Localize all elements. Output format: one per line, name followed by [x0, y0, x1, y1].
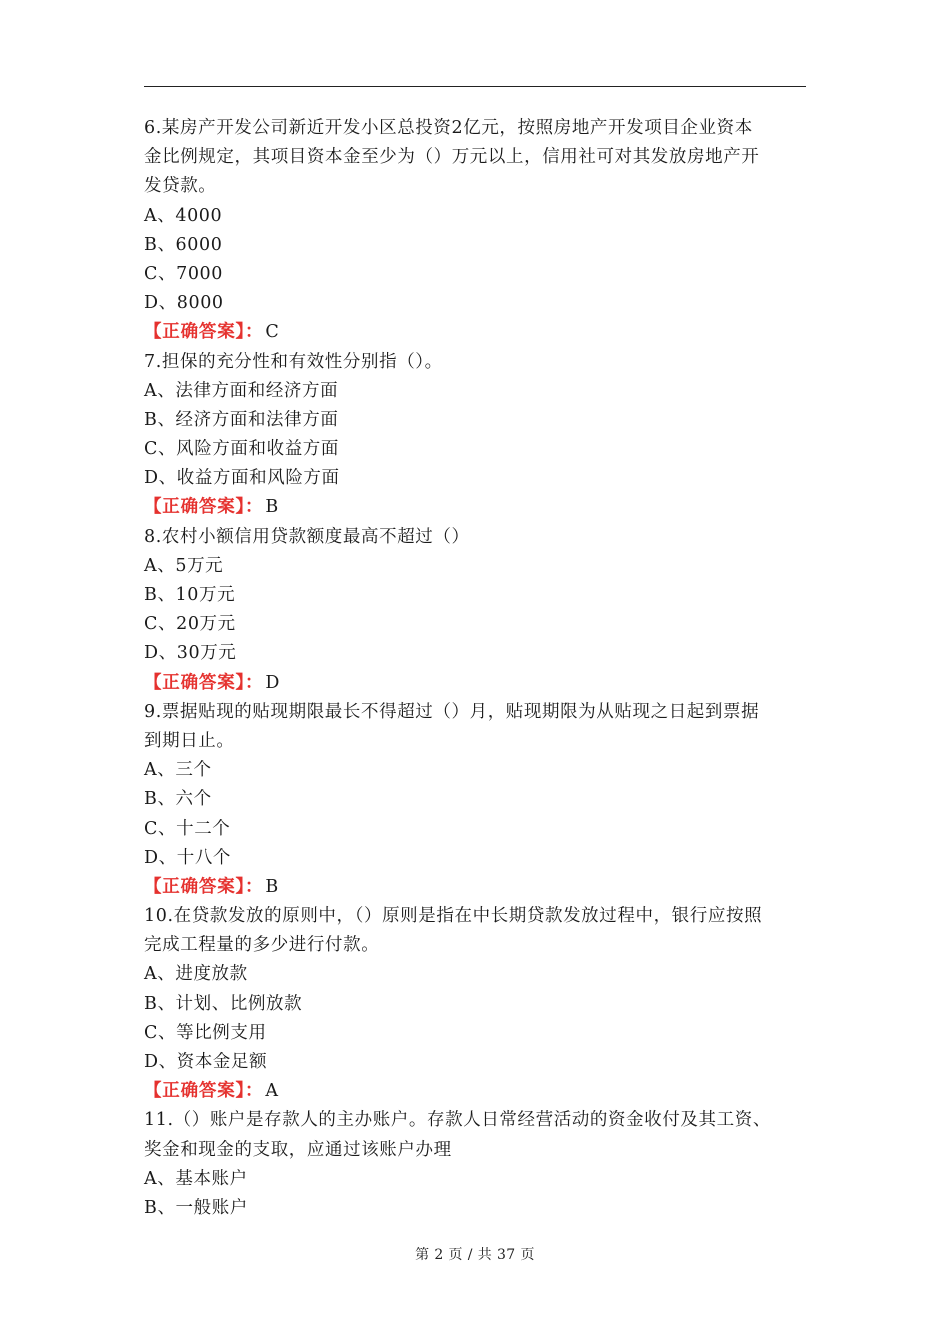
answer-value: B	[265, 497, 279, 518]
question-stem-line: 11.（）账户是存款人的主办账户。存款人日常经营活动的资金收付及其工资、	[144, 1110, 771, 1131]
option-d: D、8000	[144, 293, 224, 314]
answer-value: B	[265, 876, 279, 897]
option-d: D、资本金足额	[144, 1052, 268, 1072]
question-10	[144, 902, 810, 1106]
question-stem-line: 6.某房产开发公司新近开发小区总投资2亿元，按照房地产开发项目企业资本	[144, 118, 753, 138]
answer-tag: 【正确答案】：	[144, 672, 264, 693]
answer-tag: 【正确答案】：	[144, 876, 264, 897]
question-stem-line: 发贷款。	[144, 176, 217, 197]
option-c: C、等比例支用	[144, 1022, 267, 1043]
option-d: D、十八个	[144, 847, 232, 868]
question-stem-line: 金比例规定，其项目资本金至少为（）万元以上，信用社可对其发放房地产开	[144, 147, 760, 168]
question-9	[144, 698, 810, 902]
question-8	[144, 523, 810, 698]
answer-line	[144, 1077, 810, 1106]
answer-tag: 【正确答案】：	[144, 1081, 264, 1102]
page-footer: 第 2 页 / 共 37 页	[415, 1247, 535, 1263]
option-b: B、一般账户	[144, 1197, 248, 1218]
answer-line	[144, 318, 810, 347]
option-b: B、6000	[144, 234, 223, 255]
option-b: B、六个	[144, 789, 212, 810]
option-d: D、30万元	[144, 643, 237, 664]
option-c: C、7000	[144, 263, 224, 284]
option-b: B、经济方面和法律方面	[144, 409, 339, 430]
answer-tag: 【正确答案】：	[144, 322, 264, 343]
answer-value: A	[265, 1081, 279, 1102]
option-b: B、10万元	[144, 585, 236, 605]
option-c: C、风险方面和收益方面	[144, 439, 339, 460]
option-a: A、4000	[144, 205, 223, 226]
question-stem-line: 奖金和现金的支取，应通过该账户办理	[144, 1139, 452, 1160]
question-7	[144, 348, 810, 523]
option-a: A、5万元	[144, 555, 224, 576]
option-a: A、三个	[144, 760, 212, 781]
option-c: C、20万元	[144, 614, 236, 635]
question-11	[144, 1106, 810, 1223]
header-rule	[144, 86, 806, 87]
question-stem-line: 到期日止。	[144, 730, 235, 751]
answer-line	[144, 873, 810, 902]
question-stem-line: 10.在贷款发放的原则中，（）原则是指在中长期贷款发放过程中，银行应按照	[144, 906, 763, 927]
question-stem-line: 7.担保的充分性和有效性分别指（）。	[144, 351, 443, 372]
option-a: A、基本账户	[144, 1168, 248, 1189]
option-d: D、收益方面和风险方面	[144, 468, 340, 489]
answer-line	[144, 493, 810, 522]
answer-value: D	[265, 672, 280, 693]
option-c: C、十二个	[144, 818, 231, 839]
question-stem-line: 8.农村小额信用贷款额度最高不超过（）	[144, 526, 470, 547]
question-6	[144, 114, 810, 348]
answer-tag: 【正确答案】：	[144, 497, 264, 518]
answer-value: C	[265, 322, 280, 343]
option-a: A、法律方面和经济方面	[144, 380, 339, 401]
question-stem-line: 9.票据贴现的贴现期限最长不得超过（）月，贴现期限为从贴现之日起到票据	[144, 701, 760, 722]
option-a: A、进度放款	[144, 964, 248, 985]
question-list	[144, 114, 810, 1223]
option-b: B、计划、比例放款	[144, 993, 303, 1014]
answer-line	[144, 669, 810, 698]
question-stem-line: 完成工程量的多少进行付款。	[144, 935, 380, 956]
